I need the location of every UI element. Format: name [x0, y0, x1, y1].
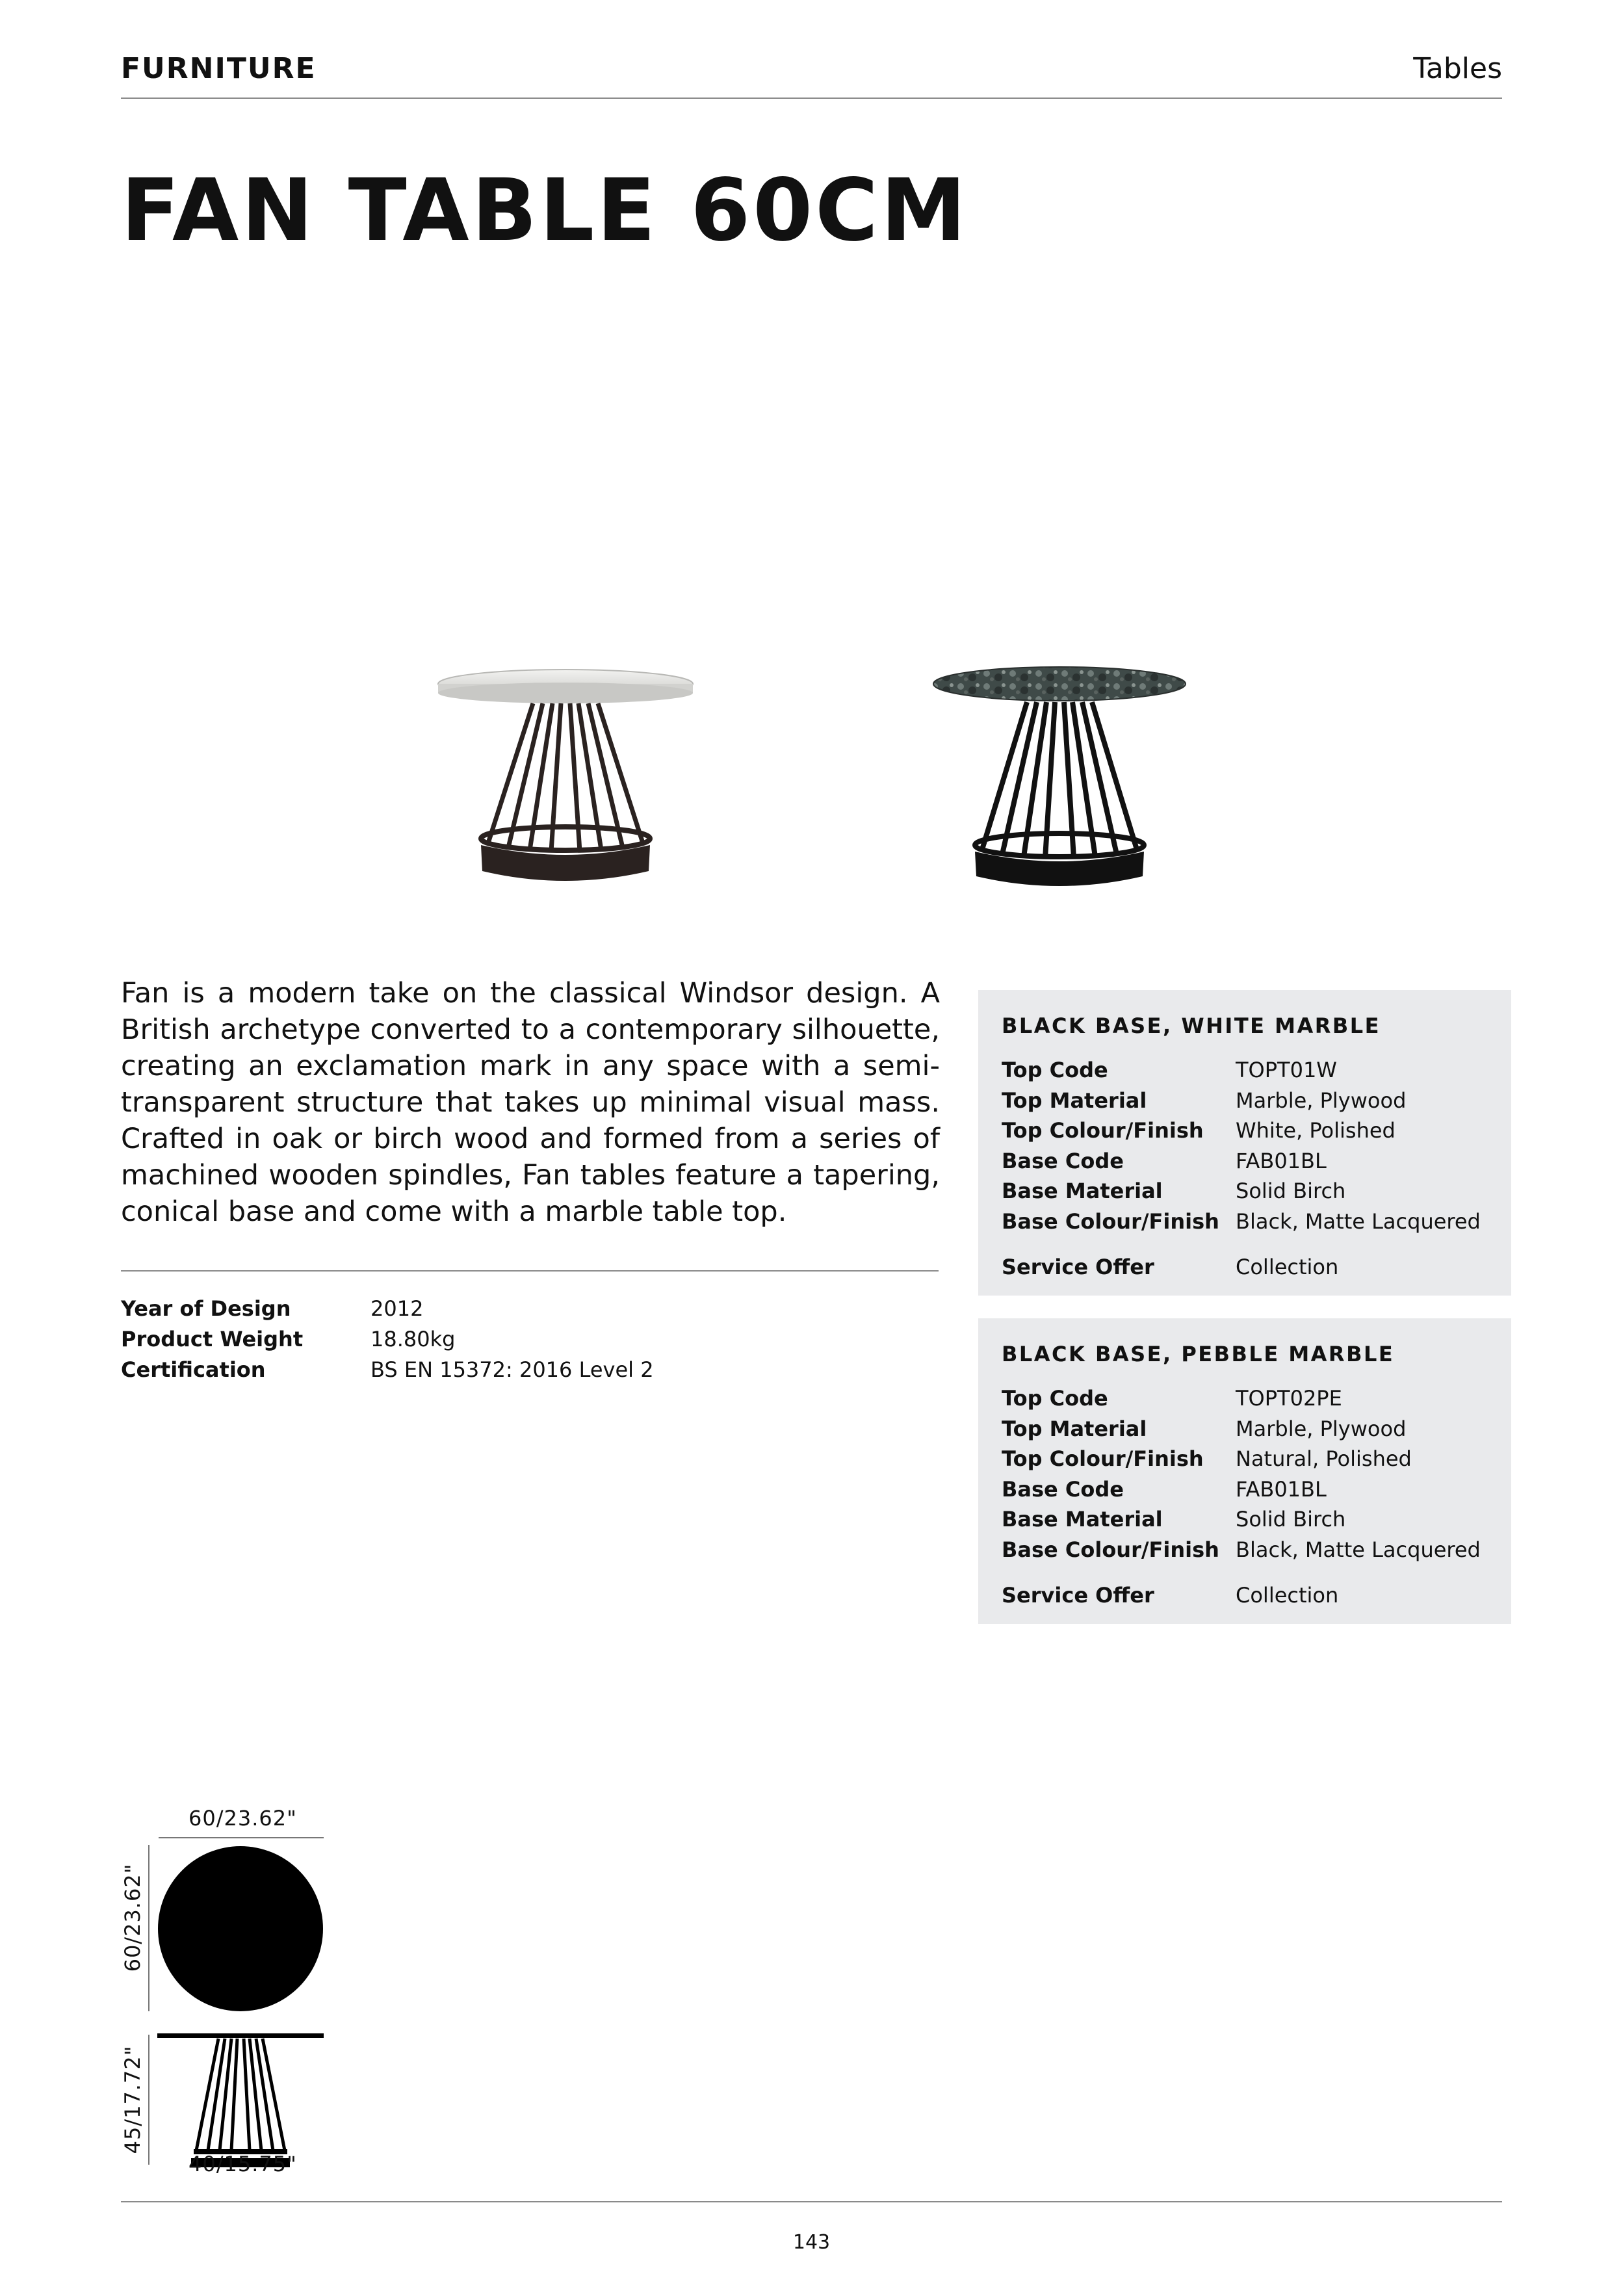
dimension-line — [148, 1845, 149, 2011]
section-label: FURNITURE — [121, 52, 317, 85]
spec-label: Top Material — [1002, 1088, 1147, 1113]
description-divider — [121, 1270, 939, 1272]
product-image-pebble-marble — [929, 657, 1189, 904]
dimension-line — [148, 2035, 149, 2165]
category-label: Tables — [1413, 52, 1502, 85]
spec-value: FAB01BL — [1236, 1148, 1327, 1173]
fact-row — [121, 1324, 654, 1355]
service-label: Service Offer — [1002, 1583, 1154, 1608]
variant-title: BLACK BASE, PEBBLE MARBLE — [1002, 1342, 1395, 1366]
spec-label: Top Code — [1002, 1386, 1108, 1411]
spec-row — [1002, 1383, 1489, 1414]
variant-title: BLACK BASE, WHITE MARBLE — [1002, 1013, 1381, 1038]
spec-value: TOPT01W — [1236, 1058, 1337, 1082]
spec-row — [1002, 1504, 1489, 1535]
spec-value: Solid Birch — [1236, 1179, 1346, 1203]
product-image-white-marble — [435, 657, 695, 904]
fact-row — [121, 1355, 654, 1385]
spec-row — [1002, 1207, 1489, 1237]
spec-row — [1002, 1086, 1489, 1116]
spec-value: Solid Birch — [1236, 1507, 1346, 1532]
spec-label: Base Code — [1002, 1476, 1124, 1502]
fact-value: 2012 — [370, 1296, 424, 1321]
spec-value: Black, Matte Lacquered — [1236, 1537, 1481, 1562]
service-row — [1002, 1580, 1489, 1611]
service-label: Service Offer — [1002, 1255, 1154, 1279]
spec-label: Top Material — [1002, 1416, 1147, 1441]
spec-row — [1002, 1176, 1489, 1207]
spec-label: Base Code — [1002, 1148, 1124, 1173]
spec-row — [1002, 1115, 1489, 1146]
spec-row — [1002, 1535, 1489, 1565]
fact-label: Product Weight — [121, 1327, 304, 1351]
spec-label: Base Colour/Finish — [1002, 1537, 1219, 1562]
spec-row — [1002, 1146, 1489, 1177]
footer-divider — [121, 2201, 1502, 2202]
service-row — [1002, 1252, 1489, 1283]
header-divider — [121, 98, 1502, 99]
spec-value: Black, Matte Lacquered — [1236, 1208, 1481, 1234]
spec-value: Natural, Polished — [1236, 1446, 1412, 1471]
dimension-base-width: 40/15.75" — [188, 2152, 297, 2176]
spec-value: Marble, Plywood — [1236, 1416, 1407, 1441]
fact-label: Certification — [121, 1357, 266, 1382]
spec-label: Base Material — [1002, 1507, 1163, 1532]
product-description: Fan is a modern take on the classical Windsor design. A British archetype converted to a contemporary silhouette, creating an exclamation mark in any space with a semi-transparent structure that takes up minimal visual mass. Crafted in oak or birch wood and formed from a series of machined wooden spindles, Fan tables feature a tapering, conical base and come with a marble table top. — [121, 977, 940, 1228]
fact-label: Year of Design — [121, 1296, 291, 1321]
fact-value: 18.80kg — [370, 1327, 456, 1351]
spec-value: Marble, Plywood — [1236, 1088, 1407, 1113]
fact-row — [121, 1294, 654, 1324]
table-top-plan-drawing — [158, 1846, 323, 2011]
spec-label: Base Colour/Finish — [1002, 1208, 1219, 1234]
page-title: FAN TABLE 60CM — [121, 161, 969, 261]
service-value: Collection — [1236, 1255, 1339, 1279]
dimension-line — [159, 1837, 324, 1838]
variant-panel-white-marble — [978, 990, 1511, 1296]
spec-label: Base Material — [1002, 1179, 1163, 1203]
spec-value: White, Polished — [1236, 1118, 1396, 1143]
table-elevation-drawing — [156, 2033, 325, 2170]
spec-row — [1002, 1055, 1489, 1086]
dimension-top-depth: 60/23.62" — [120, 1863, 145, 1972]
spec-value: TOPT02PE — [1236, 1386, 1342, 1411]
variant-panel-pebble-marble — [978, 1318, 1511, 1624]
spec-label: Top Code — [1002, 1058, 1108, 1082]
spec-value: FAB01BL — [1236, 1476, 1327, 1502]
spec-row — [1002, 1414, 1489, 1444]
spec-label: Top Colour/Finish — [1002, 1118, 1204, 1143]
service-value: Collection — [1236, 1583, 1339, 1608]
page-number: 143 — [792, 2231, 831, 2254]
spec-row — [1002, 1444, 1489, 1474]
spec-row — [1002, 1474, 1489, 1505]
fact-value: BS EN 15372: 2016 Level 2 — [370, 1357, 654, 1382]
spec-label: Top Colour/Finish — [1002, 1446, 1204, 1471]
product-facts — [121, 1294, 654, 1385]
dimension-height: 45/17.72" — [120, 2045, 145, 2154]
dimension-top-width: 60/23.62" — [188, 1806, 297, 1831]
